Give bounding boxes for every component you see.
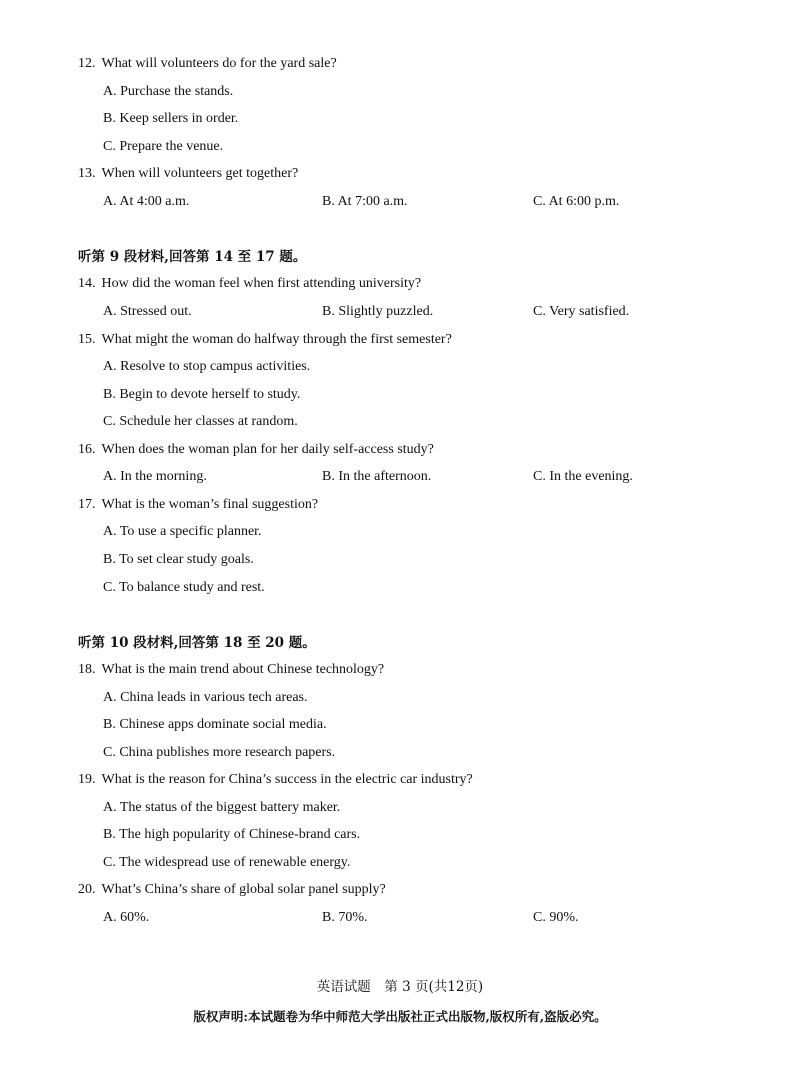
question [78, 496, 318, 514]
answer-option: C. At 6:00 p.m. [533, 194, 620, 209]
answer-option: A. The status of the biggest battery maker. [103, 800, 341, 815]
question-text: What will volunteers do for the yard sale? [101, 56, 337, 71]
answer-option: B. 70%. [322, 910, 368, 925]
answer-option: A. Purchase the stands. [103, 84, 234, 99]
answer-option: B. The high popularity of Chinese-brand cars. [103, 827, 361, 842]
question [78, 331, 452, 349]
answer-option: A. Stressed out. [103, 304, 192, 319]
answer-option: C. In the evening. [533, 469, 633, 484]
question [78, 165, 298, 183]
answer-option: A. At 4:00 a.m. [103, 194, 190, 209]
answer-option: C. China publishes more research papers. [103, 745, 336, 760]
question [78, 55, 337, 73]
question-text: What is the reason for China’s success in the electric car industry? [101, 772, 473, 787]
page-number: 英语试题 第 3 页(共12页) [316, 979, 484, 995]
answer-option: C. To balance study and rest. [103, 580, 265, 595]
answer-option: B. In the afternoon. [322, 469, 432, 484]
answer-option: B. To set clear study goals. [103, 552, 254, 567]
question-number: 13. [78, 166, 96, 181]
question-number: 15. [78, 332, 96, 347]
question-number: 16. [78, 442, 96, 457]
question-text: How did the woman feel when first attending university? [101, 276, 422, 291]
answer-option: B. Begin to devote herself to study. [103, 387, 301, 402]
question-text: What might the woman do halfway through the first semester? [101, 332, 452, 347]
answer-option: A. China leads in various tech areas. [103, 690, 308, 705]
section-heading: 听第 10 段材料,回答第 18 至 20 题。 [78, 635, 316, 651]
question-text: When does the woman plan for her daily self-access study? [101, 442, 434, 457]
answer-option: B. Slightly puzzled. [322, 304, 434, 319]
answer-option: B. Chinese apps dominate social media. [103, 717, 327, 732]
section-heading: 听第 9 段材料,回答第 14 至 17 题。 [78, 249, 307, 265]
question-text: When will volunteers get together? [101, 166, 299, 181]
answer-option: B. At 7:00 a.m. [322, 194, 408, 209]
question-text: What’s China’s share of global solar panel supply? [101, 882, 386, 897]
question-number: 14. [78, 276, 96, 291]
question-number: 12. [78, 56, 96, 71]
question [78, 881, 386, 899]
question-text: What is the woman’s final suggestion? [101, 497, 319, 512]
answer-option: A. 60%. [103, 910, 150, 925]
question-number: 18. [78, 662, 96, 677]
question [78, 441, 434, 459]
answer-option: A. Resolve to stop campus activities. [103, 359, 311, 374]
question [78, 275, 421, 293]
answer-option: A. In the morning. [103, 469, 207, 484]
copyright-notice: 版权声明:本试题卷为华中师范大学出版社正式出版物,版权所有,盗版必究。 [193, 1009, 607, 1024]
answer-option: C. Prepare the venue. [103, 139, 224, 154]
question [78, 661, 384, 679]
question-number: 17. [78, 497, 96, 512]
answer-option: C. Very satisfied. [533, 304, 630, 319]
question-number: 20. [78, 882, 96, 897]
answer-option: A. To use a specific planner. [103, 524, 262, 539]
answer-option: C. The widespread use of renewable energy. [103, 855, 351, 870]
answer-option: C. 90%. [533, 910, 579, 925]
answer-option: C. Schedule her classes at random. [103, 414, 298, 429]
answer-option: B. Keep sellers in order. [103, 111, 239, 126]
question-text: What is the main trend about Chinese technology? [101, 662, 385, 677]
question [78, 771, 473, 789]
question-number: 19. [78, 772, 96, 787]
